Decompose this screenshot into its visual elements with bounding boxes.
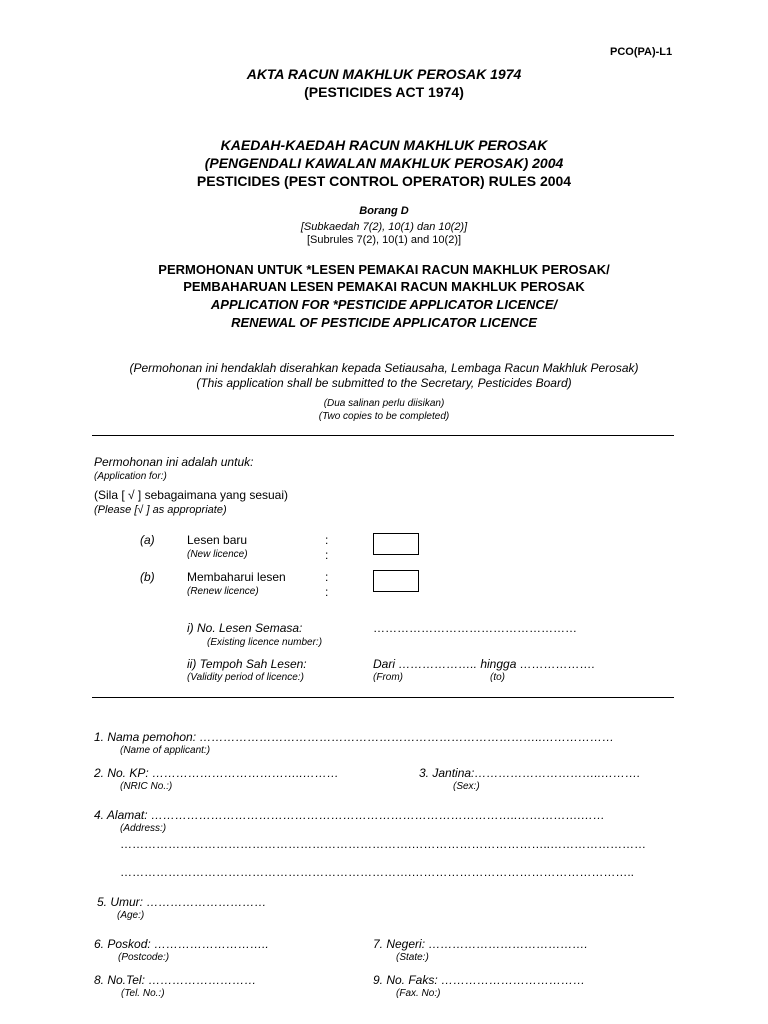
act-title-ms: AKTA RACUN MAKHLUK PEROSAK 1974 (246, 66, 522, 82)
application-title-ms-1: PERMOHONAN UNTUK *LESEN PEMAKAI RACUN MAKHLUK PEROSAK/ (158, 262, 610, 277)
option-b-colon: : (325, 570, 329, 584)
state-label-en: (State:) (396, 952, 429, 963)
existing-licence-label-en: (Existing licence number:) (207, 637, 323, 648)
renew-licence-checkbox[interactable] (373, 570, 419, 592)
age-field[interactable]: 5. Umur: ………………………… (97, 895, 267, 909)
rules-title-ms-1: KAEDAH-KAEDAH RACUN MAKHLUK PEROSAK (220, 137, 548, 153)
application-title-en-2: RENEWAL OF PESTICIDE APPLICATOR LICENCE (231, 315, 537, 330)
option-a-label-en: (New licence) (187, 549, 248, 560)
option-b-colon-en: : (325, 585, 329, 599)
act-title-en: (PESTICIDES ACT 1974) (304, 84, 464, 100)
form-name: Borang D (359, 205, 409, 217)
validity-from-label: (From) (373, 672, 403, 683)
application-title-en-1: APPLICATION FOR *PESTICIDE APPLICATOR LICENCE/ (210, 297, 558, 312)
validity-label-ms: ii) Tempoh Sah Lesen: (187, 657, 307, 671)
validity-to-label: (to) (490, 672, 505, 683)
subrule-ms: [Subkaedah 7(2), 10(1) dan 10(2)] (300, 221, 468, 233)
submission-note-ms: (Permohonan ini hendaklah diserahkan kepada Setiausaha, Lembaga Racun Makhluk Perosak) (129, 361, 639, 375)
rules-title-ms-2: (PENGENDALI KAWALAN MAKHLUK PEROSAK) 2004 (204, 155, 564, 171)
existing-licence-label-ms: i) No. Lesen Semasa: (187, 621, 303, 635)
application-for-label-ms: Permohonan ini adalah untuk: (94, 455, 254, 469)
address-line-2[interactable]: ……………………………………………………………….……………………………..…………………… (120, 837, 647, 851)
subrule-en: [Subrules 7(2), 10(1) and 10(2)] (306, 234, 462, 246)
address-field[interactable]: 4. Alamat: ………………………………………………………………………………..…………….…… (94, 808, 605, 822)
option-a-colon: : (325, 533, 329, 547)
tel-field[interactable]: 8. No.Tel: ……………………… (94, 973, 257, 987)
postcode-field[interactable]: 6. Poskod: ……………………….. (94, 937, 269, 951)
instruction-en: (Please [√ ] as appropriate) (94, 504, 227, 516)
divider-top (92, 435, 674, 436)
sex-label-en: (Sex:) (453, 781, 480, 792)
option-b-label-ms: Membaharui lesen (187, 570, 286, 584)
copies-note-ms: (Dua salinan perlu diisikan) (323, 398, 445, 409)
application-for-label-en: (Application for:) (94, 471, 167, 482)
nric-label-en: (NRIC No.:) (120, 781, 173, 792)
divider-middle (92, 697, 674, 698)
applicant-name-field[interactable]: 1. Nama pemohon: …………………………………………………………………………..……………… (94, 730, 615, 744)
existing-licence-field[interactable]: …………………………………………… (373, 621, 577, 635)
new-licence-checkbox[interactable] (373, 533, 419, 555)
sex-field[interactable]: 3. Jantina:…………………………..………. (419, 766, 641, 780)
submission-note-en: (This application shall be submitted to the Secretary, Pesticides Board) (196, 376, 572, 390)
option-a-label-ms: Lesen baru (187, 533, 248, 547)
address-line-3[interactable]: ……………………………………………………………….……………………………………………….. (120, 865, 635, 879)
option-b-letter: (b) (140, 570, 155, 584)
nric-field[interactable]: 2. No. KP: ………………………………..……… (94, 766, 339, 780)
form-code: PCO(PA)-L1 (610, 46, 673, 58)
postcode-label-en: (Postcode:) (118, 952, 170, 963)
age-label-en: (Age:) (117, 910, 145, 921)
application-title-ms-2: PEMBAHARUAN LESEN PEMAKAI RACUN MAKHLUK PEROSAK (183, 279, 585, 294)
validity-label-en: (Validity period of licence:) (187, 672, 304, 683)
state-field[interactable]: 7. Negeri: …………………………………. (373, 937, 588, 951)
rules-title-en: PESTICIDES (PEST CONTROL OPERATOR) RULES 2004 (196, 173, 572, 189)
option-b-label-en: (Renew licence) (187, 586, 259, 597)
instruction-ms: (Sila [ √ ] sebagaimana yang sesuai) (94, 488, 289, 502)
fax-label-en: (Fax. No:) (396, 988, 441, 999)
copies-note-en: (Two copies to be completed) (318, 411, 450, 422)
applicant-name-label-en: (Name of applicant:) (120, 745, 211, 756)
option-a-colon-en: : (325, 548, 329, 562)
validity-period-field[interactable]: Dari ……………….. hingga ………………. (373, 657, 596, 671)
address-label-en: (Address:) (120, 823, 167, 834)
fax-field[interactable]: 9. No. Faks: ……………………………… (373, 973, 586, 987)
option-a-letter: (a) (140, 533, 155, 547)
tel-label-en: (Tel. No.:) (121, 988, 165, 999)
